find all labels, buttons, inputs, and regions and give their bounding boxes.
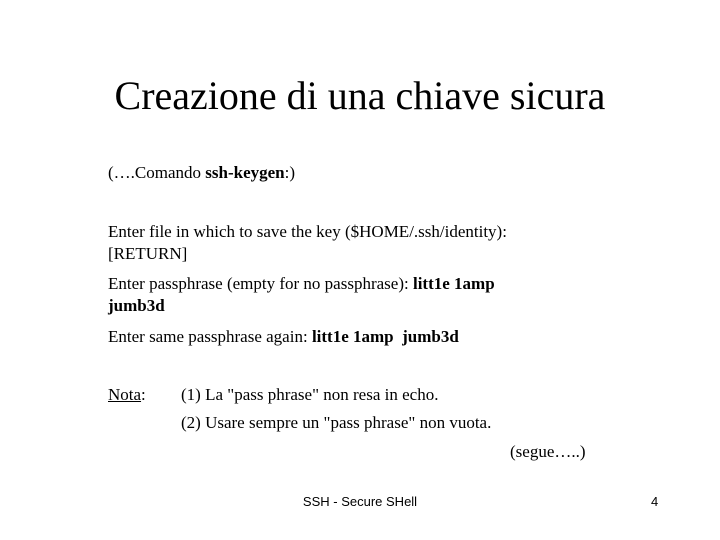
passphrase-answer-part1: litt1e 1amp bbox=[412, 274, 495, 293]
page-number: 4 bbox=[651, 494, 659, 509]
prompt-save-file-return: [RETURN] bbox=[108, 244, 188, 263]
prompt-passphrase-text: Enter passphrase (empty for no passphrase): bbox=[108, 274, 413, 293]
nota-label-text: Nota bbox=[108, 385, 142, 404]
command-prefix: (….Comando bbox=[108, 163, 206, 182]
nota-item-1: (1) La "pass phrase" non resa in echo. bbox=[181, 385, 439, 404]
prompt-passphrase bbox=[108, 273, 495, 295]
nota-item-2: (2) Usare sempre un "pass phrase" non vuota. bbox=[181, 413, 492, 432]
prompt-save-file: Enter file in which to save the key ($HOME/.ssh/identity): bbox=[108, 222, 507, 241]
footer-title: SSH - Secure SHell bbox=[302, 494, 418, 509]
command-suffix: :) bbox=[284, 163, 296, 182]
prompt-passphrase-again bbox=[108, 326, 459, 348]
continuation-note: (segue…..) bbox=[510, 442, 586, 461]
nota-label-colon: : bbox=[141, 385, 146, 404]
nota-label bbox=[108, 384, 146, 406]
slide-title: Creazione di una chiave sicura bbox=[114, 73, 606, 118]
command-line bbox=[108, 162, 295, 184]
passphrase-again-answer: litt1e 1amp jumb3d bbox=[311, 327, 459, 346]
passphrase-answer-part2: jumb3d bbox=[108, 296, 165, 315]
command-name: ssh-keygen bbox=[205, 163, 285, 182]
prompt-passphrase-again-text: Enter same passphrase again: bbox=[108, 327, 312, 346]
